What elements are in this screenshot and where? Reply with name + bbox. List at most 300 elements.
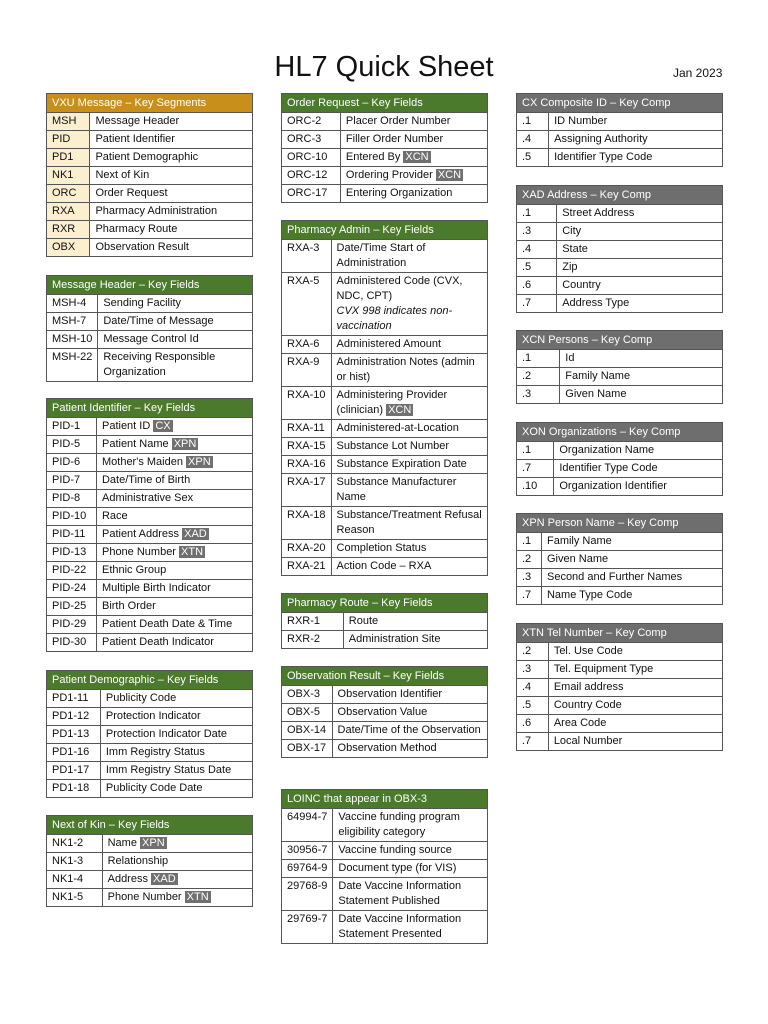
field-description <box>554 442 723 460</box>
table-title: Pharmacy Admin – Key Fields <box>282 221 488 240</box>
table-row <box>282 273 488 336</box>
table-row <box>47 113 253 131</box>
field-code: PID-11 <box>47 526 97 544</box>
table-title: XCN Persons – Key Comp <box>517 331 723 350</box>
table-row <box>282 809 488 842</box>
field-description <box>98 313 253 331</box>
field-code: .1 <box>517 442 554 460</box>
field-code: NK1-4 <box>47 871 103 889</box>
table-row <box>47 835 253 853</box>
field-label: Route <box>348 615 379 627</box>
table-header-row <box>282 790 488 809</box>
field-description <box>331 507 487 540</box>
field-label: Sending Facility <box>103 297 181 309</box>
field-label: Administration Notes (admin or hist) <box>336 356 475 383</box>
field-description <box>549 149 723 167</box>
field-label: Assigning Authority <box>554 133 648 145</box>
field-code: 30956-7 <box>282 842 333 860</box>
field-description <box>100 690 252 708</box>
field-code: OBX-3 <box>282 686 333 704</box>
table-row <box>282 631 488 649</box>
field-code: .1 <box>517 205 557 223</box>
field-label: Area Code <box>553 717 607 729</box>
field-code: PD1-11 <box>47 690 101 708</box>
field-description <box>96 508 252 526</box>
table-title: CX Composite ID – Key Comp <box>517 94 723 113</box>
xon-comp-table <box>516 422 723 496</box>
table-row <box>47 780 253 798</box>
field-code: PID-29 <box>47 616 97 634</box>
table-row <box>282 704 488 722</box>
field-description <box>340 167 487 185</box>
field-label: Observation Result <box>95 241 189 253</box>
field-code: RXA-6 <box>282 336 332 354</box>
field-label: Administered Code (CVX, NDC, CPT) <box>336 275 463 302</box>
field-description <box>548 661 722 679</box>
field-code: PID-8 <box>47 490 97 508</box>
field-description <box>100 762 252 780</box>
field-code: RXA-15 <box>282 438 332 456</box>
field-description <box>340 131 487 149</box>
datatype-tag: XCN <box>388 404 412 416</box>
datatype-tag: XCN <box>405 151 429 163</box>
field-label: Phone Number <box>107 891 182 903</box>
field-description <box>548 643 722 661</box>
field-description <box>340 113 487 131</box>
field-code: .3 <box>517 661 549 679</box>
field-label: Filler Order Number <box>345 133 444 145</box>
field-description <box>96 580 252 598</box>
field-label: Protection Indicator Date <box>105 728 227 740</box>
field-code: .4 <box>517 131 549 149</box>
field-code: PD1-16 <box>47 744 101 762</box>
field-note: CVX 998 indicates non-vaccination <box>336 305 453 332</box>
table-row <box>517 259 723 277</box>
xpn-comp-table <box>516 513 723 605</box>
field-code: RXA-10 <box>282 387 332 420</box>
table-row <box>517 113 723 131</box>
field-code: ORC-10 <box>282 149 341 167</box>
field-code: PID-13 <box>47 544 97 562</box>
field-description <box>557 241 723 259</box>
table-row <box>282 113 488 131</box>
field-description <box>100 708 252 726</box>
field-code: OBX-17 <box>282 740 333 758</box>
field-code: OBX-14 <box>282 722 333 740</box>
table-row <box>517 149 723 167</box>
table-row <box>517 551 723 569</box>
datatype-tag: XPN <box>142 837 165 849</box>
field-label: Race <box>101 510 128 522</box>
field-code: MSH-7 <box>47 313 98 331</box>
field-description <box>102 835 252 853</box>
field-label: Imm Registry Status Date <box>105 764 232 776</box>
field-code: PID-10 <box>47 508 97 526</box>
table-row <box>282 722 488 740</box>
field-description <box>102 889 252 907</box>
field-code: .4 <box>517 679 549 697</box>
field-code: MSH-10 <box>47 331 98 349</box>
orc-fields-table <box>281 93 488 203</box>
field-label: ID Number <box>554 115 608 127</box>
field-description <box>331 474 487 507</box>
table-row <box>517 223 723 241</box>
table-row <box>47 544 253 562</box>
field-label: Zip <box>562 261 578 273</box>
table-title: XON Organizations – Key Comp <box>517 423 723 442</box>
table-title: Patient Identifier – Key Fields <box>47 399 253 418</box>
pid-fields-table <box>46 398 253 652</box>
field-label: Given Name <box>546 553 609 565</box>
field-description <box>333 809 488 842</box>
field-description <box>100 744 252 762</box>
field-code: PID-24 <box>47 580 97 598</box>
table-row <box>282 558 488 576</box>
table-row <box>47 295 253 313</box>
datatype-tag: XAD <box>184 528 207 540</box>
table-header-row <box>282 594 488 613</box>
table-row <box>517 533 723 551</box>
table-row <box>282 474 488 507</box>
field-description <box>96 472 252 490</box>
field-description <box>96 418 252 436</box>
table-row <box>282 860 488 878</box>
field-code: 29768-9 <box>282 878 333 911</box>
table-header-row <box>47 276 253 295</box>
table-row <box>517 241 723 259</box>
field-description <box>333 878 488 911</box>
field-label: Date/Time of Birth <box>101 474 191 486</box>
table-header-row <box>47 94 253 113</box>
field-description <box>560 368 723 386</box>
table-row <box>282 438 488 456</box>
field-label: Message Control Id <box>103 333 199 345</box>
table-row <box>282 842 488 860</box>
field-label: Document type (for VIS) <box>338 862 457 874</box>
field-label: Pharmacy Administration <box>95 205 218 217</box>
table-row <box>47 203 253 221</box>
table-row <box>47 185 253 203</box>
table-row <box>517 643 723 661</box>
table-header-row <box>47 671 253 690</box>
table-row <box>517 386 723 404</box>
field-label: Email address <box>553 681 624 693</box>
rxr-fields-table <box>281 593 488 649</box>
table-row <box>282 167 488 185</box>
field-label: Identifier Type Code <box>554 151 653 163</box>
table-row <box>47 490 253 508</box>
field-label: Organization Identifier <box>559 480 667 492</box>
field-label: Pharmacy Route <box>95 223 178 235</box>
table-row <box>47 580 253 598</box>
field-label: Local Number <box>553 735 623 747</box>
field-description <box>554 460 723 478</box>
field-code: .1 <box>517 350 560 368</box>
field-description <box>331 354 487 387</box>
field-code: .1 <box>517 113 549 131</box>
table-title: Patient Demographic – Key Fields <box>47 671 253 690</box>
field-label: Publicity Code <box>105 692 177 704</box>
field-label: Publicity Code Date <box>105 782 203 794</box>
field-label: Patient Demographic <box>95 151 199 163</box>
field-description <box>90 203 253 221</box>
datatype-tag: XPN <box>188 456 211 468</box>
table-row <box>47 331 253 349</box>
field-code: .10 <box>517 478 554 496</box>
field-code: PD1-18 <box>47 780 101 798</box>
table-row <box>282 613 488 631</box>
sheet-date: Jan 2023 <box>673 66 723 80</box>
field-description <box>98 295 253 313</box>
field-description <box>557 295 723 313</box>
table-row <box>47 889 253 907</box>
field-description <box>96 616 252 634</box>
field-description <box>96 454 252 472</box>
table-row <box>282 354 488 387</box>
table-row <box>47 526 253 544</box>
field-label: Observation Value <box>337 706 428 718</box>
field-description <box>96 634 252 652</box>
field-label: Completion Status <box>336 542 427 554</box>
table-row <box>282 740 488 758</box>
field-code: RXA-16 <box>282 456 332 474</box>
field-description <box>102 853 252 871</box>
xad-comp-table <box>516 185 723 313</box>
table-row <box>517 697 723 715</box>
field-label: Relationship <box>107 855 169 867</box>
field-description <box>98 331 253 349</box>
field-description <box>96 562 252 580</box>
field-code: RXA-17 <box>282 474 332 507</box>
field-code: RXR-2 <box>282 631 344 649</box>
field-description <box>96 526 252 544</box>
field-description <box>96 598 252 616</box>
table-row <box>517 205 723 223</box>
table-row <box>517 661 723 679</box>
field-code: .2 <box>517 643 549 661</box>
datatype-tag: XCN <box>437 169 462 181</box>
field-description <box>331 438 487 456</box>
field-label: Substance Expiration Date <box>336 458 467 470</box>
table-row <box>47 472 253 490</box>
field-label: Patient Death Indicator <box>101 636 214 648</box>
field-description <box>332 740 487 758</box>
field-code: RXA-9 <box>282 354 332 387</box>
xcn-comp-table <box>516 330 723 404</box>
table-header-row <box>282 221 488 240</box>
table-title: Message Header – Key Fields <box>47 276 253 295</box>
table-row <box>47 131 253 149</box>
field-description <box>541 587 722 605</box>
field-code: PD1-12 <box>47 708 101 726</box>
table-row <box>47 744 253 762</box>
field-label: Date Vaccine Information Statement Published <box>338 880 462 907</box>
table-row <box>47 871 253 889</box>
field-label: Placer Order Number <box>345 115 451 127</box>
field-description <box>331 240 487 273</box>
field-code: RXA-11 <box>282 420 332 438</box>
table-title: Next of Kin – Key Fields <box>47 816 253 835</box>
field-description <box>340 185 487 203</box>
field-code: .5 <box>517 149 549 167</box>
table-row <box>517 679 723 697</box>
field-label: Observation Method <box>337 742 437 754</box>
field-code: .7 <box>517 733 549 751</box>
field-label: Tel. Use Code <box>553 645 623 657</box>
field-code: .7 <box>517 587 542 605</box>
table-row <box>517 715 723 733</box>
field-description <box>541 551 722 569</box>
field-description <box>90 167 253 185</box>
field-description <box>557 259 723 277</box>
field-description <box>90 131 253 149</box>
field-label: Patient ID <box>101 420 151 432</box>
field-label: Administering Provider (clinician) <box>336 389 448 416</box>
field-code: PID-1 <box>47 418 97 436</box>
table-row <box>47 562 253 580</box>
field-description <box>331 456 487 474</box>
field-label: Order Request <box>95 187 168 199</box>
table-header-row <box>517 514 723 533</box>
field-code: .3 <box>517 223 557 241</box>
field-label: Ordering Provider <box>345 169 433 181</box>
field-code: .3 <box>517 386 560 404</box>
table-row <box>47 239 253 257</box>
table-row <box>282 240 488 273</box>
table-row <box>47 708 253 726</box>
field-label: Mother's Maiden <box>101 456 183 468</box>
table-row <box>517 442 723 460</box>
field-description <box>331 558 487 576</box>
xtn-comp-table <box>516 623 723 751</box>
page-title: HL7 Quick Sheet <box>274 51 494 83</box>
field-description <box>100 726 252 744</box>
table-title: XPN Person Name – Key Comp <box>517 514 723 533</box>
table-row <box>517 569 723 587</box>
field-label: Patient Address <box>101 528 180 540</box>
table-row <box>517 478 723 496</box>
table-row <box>282 540 488 558</box>
field-description <box>331 387 487 420</box>
field-label: Street Address <box>562 207 635 219</box>
field-code: RXR-1 <box>282 613 344 631</box>
field-code: NK1 <box>47 167 90 185</box>
field-label: Receiving Responsible Organization <box>103 351 216 378</box>
field-code: PID-6 <box>47 454 97 472</box>
field-description <box>548 697 722 715</box>
field-code: NK1-2 <box>47 835 103 853</box>
field-description <box>332 686 487 704</box>
field-description <box>332 722 487 740</box>
table-row <box>517 295 723 313</box>
table-row <box>47 616 253 634</box>
field-description <box>541 569 722 587</box>
table-row <box>282 185 488 203</box>
table-row <box>47 221 253 239</box>
field-label: Substance Manufacturer Name <box>336 476 457 503</box>
field-label: Address <box>107 873 148 885</box>
table-header-row <box>47 399 253 418</box>
field-description <box>548 679 722 697</box>
field-code: RXA-21 <box>282 558 332 576</box>
field-label: State <box>562 243 588 255</box>
field-description <box>333 860 488 878</box>
field-label: Imm Registry Status <box>105 746 205 758</box>
table-title: LOINC that appear in OBX-3 <box>282 790 488 809</box>
table-row <box>517 131 723 149</box>
table-row <box>282 456 488 474</box>
field-description <box>332 704 487 722</box>
field-label: Id <box>565 352 575 364</box>
table-header-row <box>517 331 723 350</box>
field-code: .2 <box>517 368 560 386</box>
pd1-fields-table <box>46 670 253 798</box>
field-code: .3 <box>517 569 542 587</box>
field-label: Date Vaccine Information Statement Presented <box>338 913 462 940</box>
table-row <box>282 911 488 944</box>
table-header-row <box>517 423 723 442</box>
field-code: RXA-3 <box>282 240 332 273</box>
field-label: Entered By <box>345 151 401 163</box>
field-label: Entering Organization <box>345 187 453 199</box>
field-description <box>333 911 488 944</box>
field-description <box>102 871 252 889</box>
vxu-segments-table <box>46 93 253 257</box>
field-label: Patient Identifier <box>95 133 175 145</box>
field-label: Message Header <box>95 115 180 127</box>
table-row <box>47 349 253 382</box>
field-label: Protection Indicator <box>105 710 201 722</box>
field-code: NK1-5 <box>47 889 103 907</box>
field-code: .2 <box>517 551 542 569</box>
field-description <box>557 205 723 223</box>
field-code: PD1 <box>47 149 90 167</box>
field-label: Substance Lot Number <box>336 440 450 452</box>
field-label: Administered Amount <box>336 338 442 350</box>
field-label: Substance/Treatment Refusal Reason <box>336 509 482 536</box>
field-code: ORC-3 <box>282 131 341 149</box>
field-label: Multiple Birth Indicator <box>101 582 211 594</box>
table-row <box>47 436 253 454</box>
field-description <box>98 349 253 382</box>
table-row <box>282 420 488 438</box>
field-code: 29769-7 <box>282 911 333 944</box>
field-label: Family Name <box>546 535 612 547</box>
field-description <box>343 631 487 649</box>
field-code: .4 <box>517 241 557 259</box>
table-row <box>47 598 253 616</box>
field-code: OBX <box>47 239 90 257</box>
datatype-tag: XTN <box>181 546 204 558</box>
field-code: 69764-9 <box>282 860 333 878</box>
field-code: PID-5 <box>47 436 97 454</box>
field-label: Birth Order <box>101 600 156 612</box>
field-label: Country <box>562 279 601 291</box>
field-description <box>331 273 487 336</box>
field-description <box>549 113 723 131</box>
field-description <box>554 478 723 496</box>
field-code: .7 <box>517 295 557 313</box>
field-label: Given Name <box>565 388 627 400</box>
field-code: NK1-3 <box>47 853 103 871</box>
table-row <box>47 418 253 436</box>
field-code: RXA-20 <box>282 540 332 558</box>
datatype-tag: XPN <box>173 438 197 450</box>
datatype-tag: CX <box>155 420 171 432</box>
rxa-fields-table <box>281 220 488 576</box>
field-code: ORC <box>47 185 90 203</box>
field-description <box>90 185 253 203</box>
